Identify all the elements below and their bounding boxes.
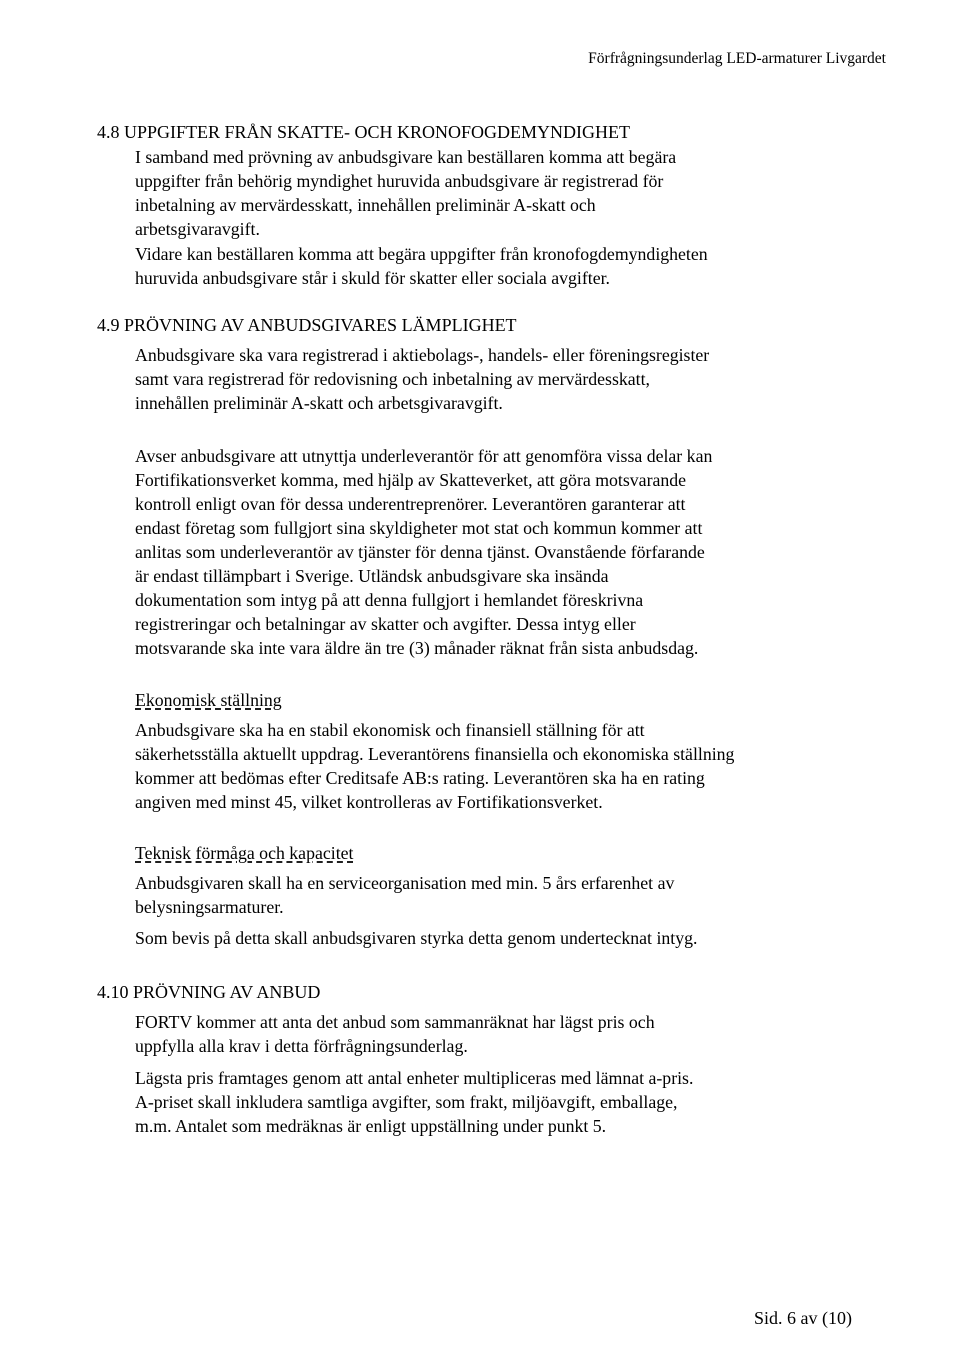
text-line: kommer att bedömas efter Creditsafe AB:s rating. Leverantören ska ha en rating — [135, 768, 705, 788]
text-line: endast företag som fullgjort sina skyldigheter mot stat och kommun kommer att — [135, 518, 703, 538]
text-line: kontroll enligt ovan för dessa underentreprenörer. Leverantören garanterar att — [135, 494, 686, 514]
page-header: Förfrågningsunderlag LED-armaturer Livgardet — [588, 50, 886, 67]
paragraph-4-9-4 — [135, 871, 835, 919]
paragraph-4-9-1 — [135, 343, 835, 415]
text-line: registreringar och betalningar av skatter och avgifter. Dessa intyg eller — [135, 614, 636, 634]
text-line: uppfylla alla krav i detta förfrågningsunderlag. — [135, 1036, 468, 1056]
page-number: Sid. 6 av (10) — [754, 1308, 852, 1328]
text-line: Anbudsgivare ska ha en stabil ekonomisk och finansiell ställning för att — [135, 720, 645, 740]
text-line: arbetsgivaravgift. — [135, 219, 260, 239]
paragraph-4-8-1 — [135, 145, 835, 241]
paragraph-4-8-2 — [135, 242, 835, 290]
text-line: I samband med prövning av anbudsgivare kan beställaren komma att begära — [135, 147, 677, 167]
paragraph-4-9-5 — [135, 926, 835, 950]
text-line: dokumentation som intyg på att denna fullgjort i hemlandet föreskrivna — [135, 590, 644, 610]
text-line: Som bevis på detta skall anbudsgivaren styrka detta genom undertecknat intyg. — [135, 928, 698, 948]
text-line: belysningsarmaturer. — [135, 897, 284, 917]
text-line: innehållen preliminär A-skatt och arbetsgivaravgift. — [135, 393, 503, 413]
text-line: Fortifikationsverket komma, med hjälp av Skatteverket, att göra motsvarande — [135, 470, 687, 490]
text-line: Avser anbudsgivare att utnyttja underleverantör för att genomföra vissa delar kan — [135, 446, 713, 466]
text-line: anlitas som underleverantör av tjänster för denna tjänst. Ovanstående förfarande — [135, 542, 705, 562]
subheading-ekonomisk-stallning — [135, 688, 835, 712]
text-line: m.m. Antalet som medräknas är enligt uppställning under punkt 5. — [135, 1116, 607, 1136]
heading-4-8: 4.8 UPPGIFTER FRÅN SKATTE- OCH KRONOFOGDEMYNDIGHET — [97, 122, 631, 142]
subheading-text: Teknisk förmåga och kapacitet — [135, 843, 354, 863]
text-line: Anbudsgivaren skall ha en serviceorganisation med min. 5 års erfarenhet av — [135, 873, 675, 893]
paragraph-4-9-2 — [135, 444, 835, 660]
heading-4-9: 4.9 PRÖVNING AV ANBUDSGIVARES LÄMPLIGHET — [97, 315, 517, 335]
heading-4-10: 4.10 PRÖVNING AV ANBUD — [97, 982, 321, 1002]
subheading-teknisk-formaga — [135, 841, 835, 865]
paragraph-4-10-1 — [135, 1010, 835, 1058]
text-line: säkerhetsställa aktuellt uppdrag. Leverantörens finansiella och ekonomiska ställning — [135, 744, 735, 764]
subheading-text: Ekonomisk ställning — [135, 690, 282, 710]
text-line: FORTV kommer att anta det anbud som sammanräknat har lägst pris och — [135, 1012, 655, 1032]
text-line: angiven med minst 45, vilket kontrolleras av Fortifikationsverket. — [135, 792, 603, 812]
text-line: Anbudsgivare ska vara registrerad i aktiebolags-, handels- eller föreningsregister — [135, 345, 710, 365]
text-line: är endast tillämpbart i Sverige. Utländsk anbudsgivare ska insända — [135, 566, 609, 586]
text-line: A-priset skall inkludera samtliga avgifter, som frakt, miljöavgift, emballage, — [135, 1092, 678, 1112]
text-line: motsvarande ska inte vara äldre än tre (3) månader räknat från sista anbudsdag. — [135, 638, 699, 658]
paragraph-4-9-3 — [135, 718, 835, 814]
text-line: Lägsta pris framtages genom att antal enheter multipliceras med lämnat a-pris. — [135, 1068, 694, 1088]
paragraph-4-10-2 — [135, 1066, 835, 1138]
text-line: huruvida anbudsgivare står i skuld för skatter eller sociala avgifter. — [135, 268, 610, 288]
text-line: samt vara registrerad för redovisning och inbetalning av mervärdesskatt, — [135, 369, 650, 389]
text-line: uppgifter från behörig myndighet huruvida anbudsgivare är registrerad för — [135, 171, 664, 191]
text-line: Vidare kan beställaren komma att begära uppgifter från kronofogdemyndigheten — [135, 244, 708, 264]
text-line: inbetalning av mervärdesskatt, innehållen preliminär A-skatt och — [135, 195, 596, 215]
